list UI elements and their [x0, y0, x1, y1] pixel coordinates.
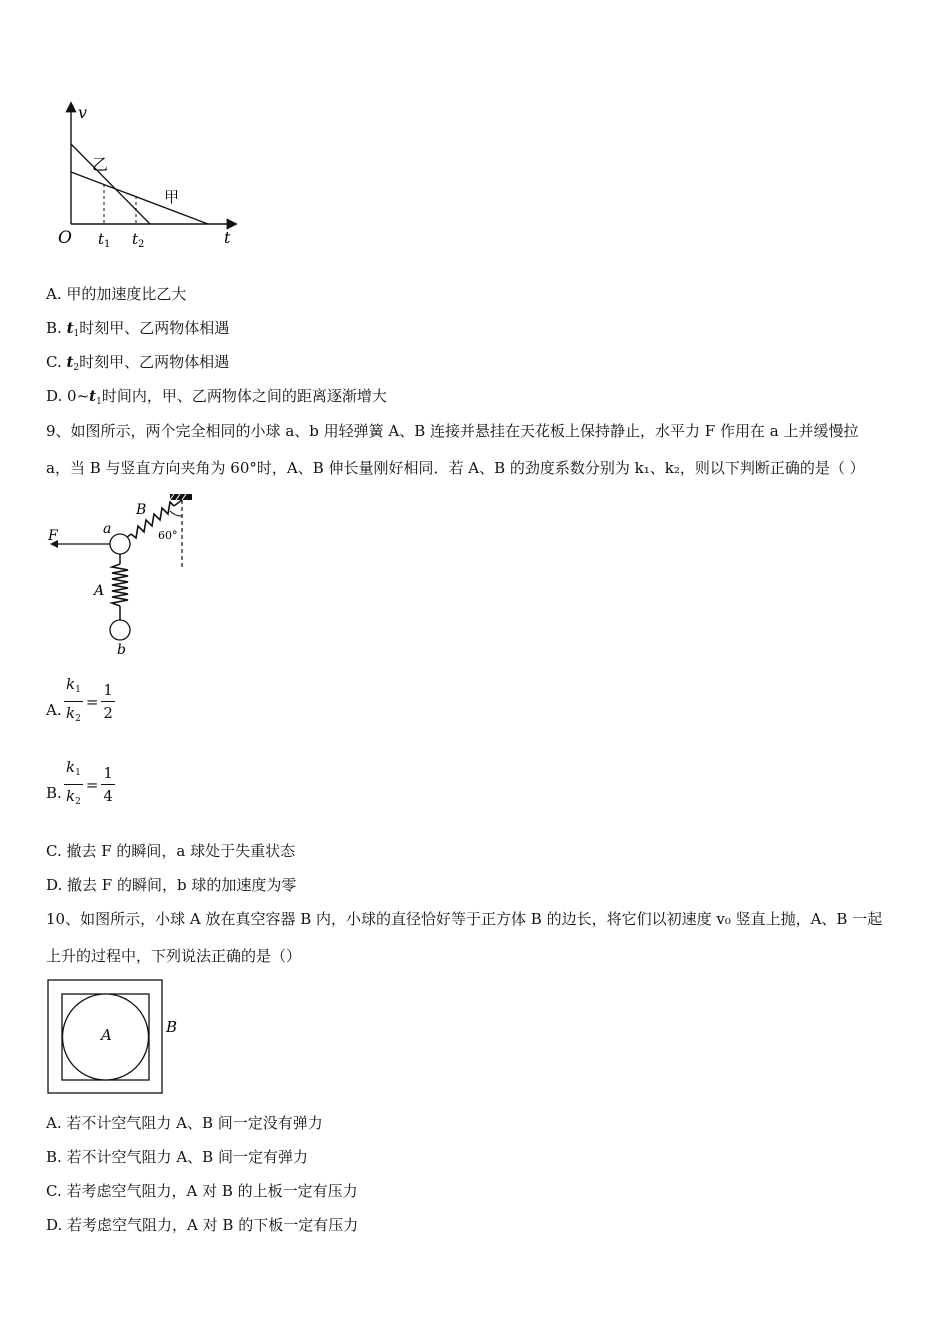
- spring-a: [112, 554, 128, 620]
- vt-graph-figure: [52, 98, 242, 253]
- q9-option-b-formula: $\frac{k_1}{k_2}$ = $\frac{1}{4}$: [66, 758, 113, 807]
- label-spring-b: B: [136, 502, 147, 518]
- t1-label: $t_1$: [98, 230, 111, 250]
- label-f: F: [48, 528, 58, 544]
- origin-label: O: [58, 228, 72, 248]
- q9-stem-line1: 9、如图所示，两个完全相同的小球 a、b 用轻弹簧 A、B 连接并悬挂在天花板上保持静止，水平力 F 作用在 a 上并缓慢拉: [46, 422, 859, 440]
- q10-stem-line1: 10、如图所示，小球 A 放在真空容器 B 内，小球的直径恰好等于正方体 B 的边长，将它们以初速度 v₀ 竖直上抛，A、B 一起: [46, 910, 883, 928]
- q9-option-d: D. 撤去 F 的瞬间，b 球的加速度为零: [46, 876, 297, 894]
- q10-option-a: A. 若不计空气阻力 A、B 间一定没有弹力: [46, 1114, 323, 1132]
- line-jia: [71, 172, 208, 224]
- container-ball-figure: [46, 978, 196, 1096]
- label-container-b: B: [166, 1018, 178, 1036]
- q8-option-d: D. $0\sim t_1$时间内，甲、乙两物体之间的距离逐渐增大: [46, 387, 387, 407]
- label-b-ball: b: [117, 642, 126, 658]
- label-angle: 60°: [158, 529, 178, 542]
- t2-label: $t_2$: [132, 230, 145, 250]
- q10-option-c: C. 若考虑空气阻力，A 对 B 的上板一定有压力: [46, 1182, 358, 1200]
- q10-option-b: B. 若不计空气阻力 A、B 间一定有弹力: [46, 1148, 308, 1166]
- spring-ball-figure: [46, 492, 196, 660]
- v-axis-label: v: [78, 103, 88, 122]
- q10-option-d: D. 若考虑空气阻力，A 对 B 的下板一定有压力: [46, 1216, 359, 1234]
- q9-option-c: C. 撤去 F 的瞬间，a 球处于失重状态: [46, 842, 296, 860]
- q9-option-a-formula: $\frac{k_1}{k_2}$ = $\frac{1}{2}$: [66, 675, 113, 724]
- q8-option-a: A. 甲的加速度比乙大: [46, 285, 187, 303]
- q8-option-c: C. $t_2$时刻甲、乙两物体相遇: [46, 353, 230, 373]
- label-a-ball: a: [103, 521, 112, 537]
- line-yi: [71, 144, 150, 224]
- q9-option-a-letter: A.: [46, 701, 62, 719]
- yi-label: 乙: [92, 155, 109, 174]
- q9-option-b-letter: B.: [46, 784, 62, 802]
- q10-stem-line2: 上升的过程中，下列说法正确的是（）: [46, 947, 302, 965]
- label-ball-a: A: [101, 1026, 112, 1044]
- ball-a: [110, 534, 130, 554]
- q9-stem-line2: a，当 B 与竖直方向夹角为 60°时，A、B 伸长量刚好相同．若 A、B 的劲度系数分别为 k₁、k₂，则以下判断正确的是（ ）: [46, 459, 865, 477]
- q8-option-b: B. $t_1$时刻甲、乙两物体相遇: [46, 319, 230, 339]
- jia-label: 甲: [164, 188, 180, 206]
- ball-b: [110, 620, 130, 640]
- t-axis-label: t: [224, 228, 231, 247]
- label-spring-a: A: [94, 583, 105, 599]
